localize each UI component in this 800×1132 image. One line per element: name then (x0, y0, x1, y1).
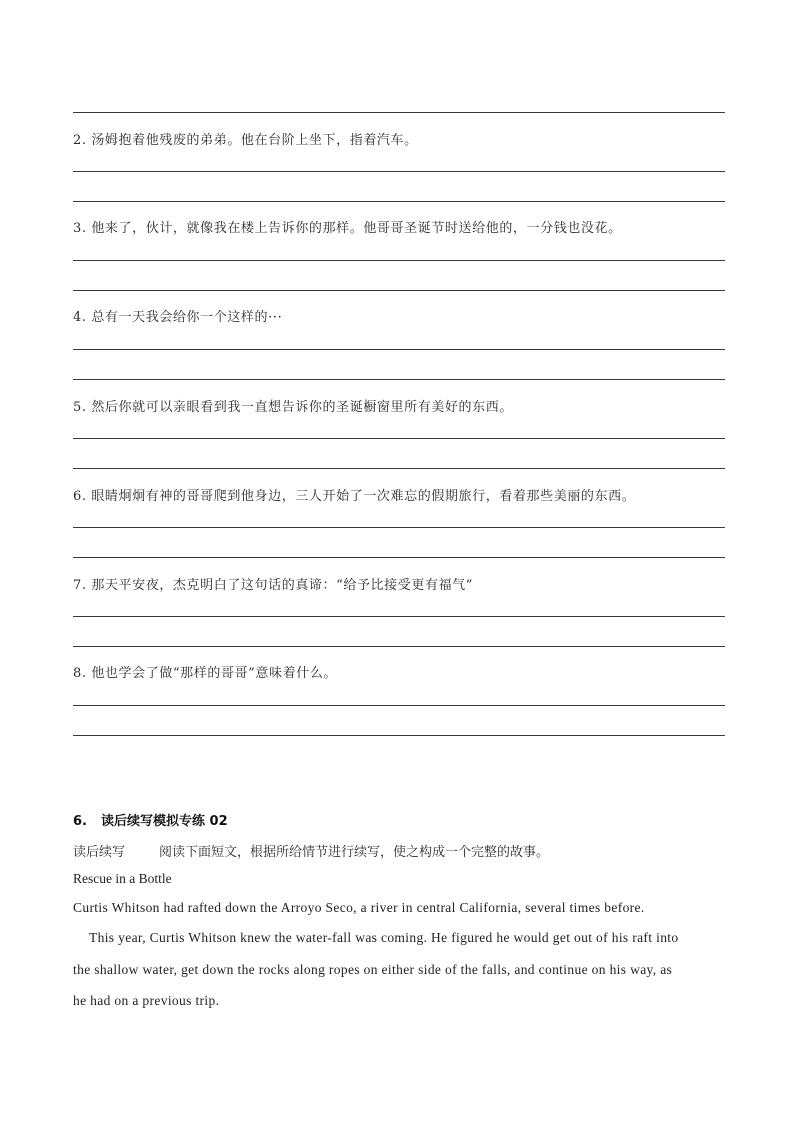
answer-line (73, 260, 725, 261)
question-7: 7. 那天平安夜，杰克明白了这句话的真谛：“给予比接受更有福气” (73, 578, 474, 593)
instruction-label: 读后续写 (73, 845, 126, 860)
answer-line (73, 705, 725, 706)
question-2: 2. 汤姆抱着他残废的弟弟。他在台阶上坐下，指着汽车。 (73, 133, 418, 148)
answer-line (73, 616, 725, 617)
story-paragraph-2-line-3: he had on a previous trip. (73, 993, 220, 1008)
section-number: 6. (73, 814, 87, 829)
section-title: 读后续写模拟专练 02 (101, 814, 228, 829)
answer-line (73, 112, 725, 113)
answer-line (73, 735, 725, 736)
answer-line (73, 171, 725, 172)
section-instruction (73, 841, 549, 860)
answer-line (73, 527, 725, 528)
answer-line (73, 379, 725, 380)
story-paragraph-2-line-1: This year, Curtis Whitson knew the water-fall was coming. He figured he would get out of his raft into (89, 930, 679, 945)
question-8: 8. 他也学会了做“那样的哥哥”意味着什么。 (73, 666, 338, 681)
instruction-text: 阅读下面短文，根据所给情节进行续写，使之构成一个完整的故事。 (159, 845, 550, 860)
question-4: 4. 总有一天我会给你一个这样的··· (73, 310, 283, 325)
answer-line (73, 201, 725, 202)
story-paragraph-1: Curtis Whitson had rafted down the Arroyo Seco, a river in central California, several times before. (73, 900, 645, 915)
question-3: 3. 他来了，伙计，就像我在楼上告诉你的那样。他哥哥圣诞节时送给他的，一分钱也没花。 (73, 221, 622, 236)
story-title: Rescue in a Bottle (73, 871, 172, 886)
answer-line (73, 349, 725, 350)
answer-line (73, 646, 725, 647)
answer-line (73, 290, 725, 291)
answer-line (73, 557, 725, 558)
question-5: 5. 然后你就可以亲眼看到我一直想告诉你的圣诞橱窗里所有美好的东西。 (73, 400, 513, 415)
answer-line (73, 438, 725, 439)
question-6: 6. 眼睛炯炯有神的哥哥爬到他身边，三人开始了一次难忘的假期旅行，看着那些美丽的东西。 (73, 489, 636, 504)
answer-line (73, 468, 725, 469)
story-paragraph-2-line-2: the shallow water, get down the rocks along ropes on either side of the falls, and continue on his way, as (73, 962, 673, 977)
section-heading (73, 810, 228, 829)
